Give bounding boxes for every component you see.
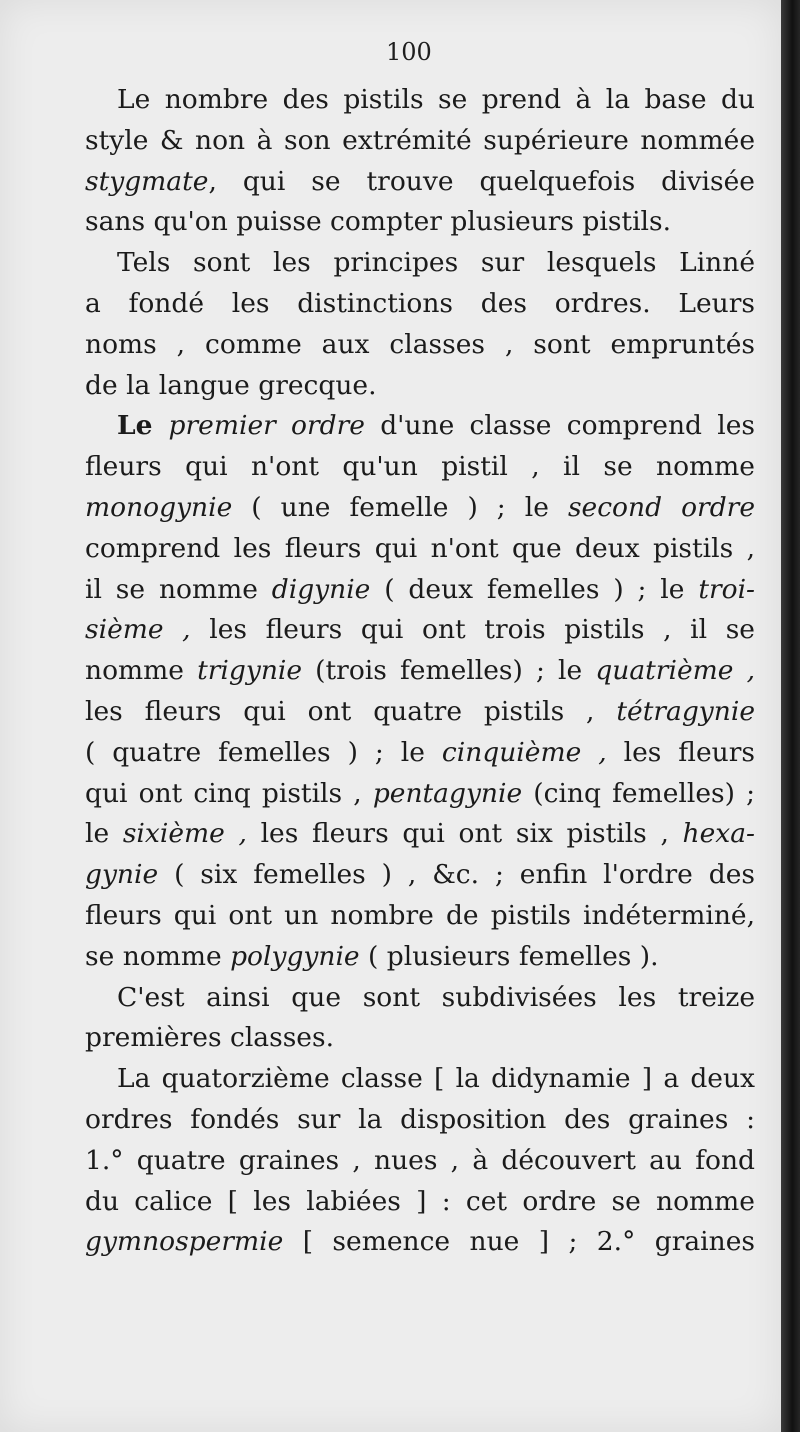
italic-term: sième ,	[85, 614, 191, 646]
text-line	[85, 774, 755, 815]
italic-term: premier ordre	[168, 410, 365, 442]
text-line	[85, 570, 755, 611]
italic-term: trigynie	[197, 655, 303, 687]
text-line	[85, 366, 755, 407]
text-run: a fondé les distinctions des ordres. Leurs	[85, 287, 755, 319]
italic-term: gynie	[85, 859, 159, 891]
text-line	[85, 162, 755, 203]
text-line	[85, 651, 755, 692]
italic-term: stygmate	[85, 165, 209, 197]
italic-term: troi-	[698, 573, 756, 605]
page-number: 100	[386, 38, 432, 66]
text-line	[85, 1222, 755, 1263]
text-run: , qui se trouve quelquefois divisée	[208, 165, 755, 197]
text-line	[85, 243, 755, 284]
text-run: Le	[117, 410, 169, 442]
italic-term: gymnospermie	[85, 1226, 284, 1258]
text-line	[85, 1182, 755, 1223]
text-run: ( plusieurs femelles ).	[359, 940, 659, 972]
text-line	[85, 406, 755, 447]
italic-term: second ordre	[567, 491, 756, 523]
text-run: ( quatre femelles ) ; le	[85, 736, 442, 768]
text-run: ( une femelle ) ; le	[232, 491, 568, 523]
paragraph	[85, 80, 755, 243]
text-run: [ semence nue ] ; 2.° graines	[283, 1226, 755, 1258]
text-line	[85, 121, 755, 162]
text-line	[85, 1018, 755, 1059]
text-line	[85, 814, 755, 855]
paragraph	[85, 243, 755, 406]
text-run: du calice [ les labiées ] : cet ordre se nomme	[85, 1185, 755, 1217]
italic-term: quatrième ,	[595, 655, 755, 687]
text-line	[85, 978, 755, 1019]
text-run: comprend les fleurs qui n'ont que deux pistils ,	[85, 532, 755, 564]
text-run: qui ont cinq pistils ,	[85, 777, 373, 809]
text-run: le	[85, 818, 123, 850]
text-line	[85, 529, 755, 570]
italic-term: monogynie	[85, 491, 233, 523]
text-run: ordres fondés sur la disposition des graines :	[85, 1103, 755, 1135]
text-run: nomme	[85, 655, 198, 687]
text-run: La quatorzième classe [ la didynamie ] a deux	[117, 1063, 755, 1095]
text-run: (trois femelles) ; le	[302, 655, 596, 687]
text-run: premières classes.	[85, 1022, 334, 1054]
paragraph	[85, 406, 755, 977]
italic-term: sixième ,	[122, 818, 247, 850]
text-run: les fleurs	[606, 736, 756, 768]
text-line	[85, 1059, 755, 1100]
text-line	[85, 447, 755, 488]
text-run: (cinq femelles) ;	[522, 777, 755, 809]
paragraph	[85, 978, 755, 1060]
text-line	[85, 80, 755, 121]
text-line	[85, 855, 755, 896]
text-run: Tels sont les principes sur lesquels Linné	[117, 247, 755, 279]
text-run: Le nombre des pistils se prend à la base du	[117, 84, 755, 115]
body-text	[85, 80, 755, 1263]
text-run: se nomme	[85, 940, 231, 972]
text-run: 1.° quatre graines , nues , à découvert au fond	[85, 1144, 755, 1176]
text-line	[85, 733, 755, 774]
text-line	[85, 937, 755, 978]
text-run: d'une classe comprend les	[364, 410, 755, 442]
paragraph	[85, 1059, 755, 1263]
text-run: ( deux femelles ) ; le	[370, 573, 699, 605]
text-run: noms , comme aux classes , sont empruntés	[85, 328, 755, 360]
text-line	[85, 610, 755, 651]
text-line	[85, 896, 755, 937]
text-line	[85, 1141, 755, 1182]
text-line	[85, 488, 755, 529]
italic-term: digynie	[271, 573, 371, 605]
text-line	[85, 692, 755, 733]
italic-term: polygynie	[230, 940, 360, 972]
text-run: C'est ainsi que sont subdivisées les treize	[117, 981, 755, 1013]
text-run: il se nomme	[85, 573, 272, 605]
italic-term: pentagynie	[372, 777, 523, 809]
text-run: les fleurs qui ont trois pistils , il se	[190, 614, 755, 646]
italic-term: cinquième ,	[441, 736, 607, 768]
text-line	[85, 202, 755, 243]
text-run: de la langue grecque.	[85, 369, 377, 401]
text-run: les fleurs qui ont quatre pistils ,	[85, 695, 617, 727]
italic-term: tétragynie	[616, 695, 755, 727]
text-line	[85, 325, 755, 366]
text-run: sans qu'on puisse compter plusieurs pistils.	[85, 206, 672, 238]
book-spine-shadow	[781, 0, 800, 1432]
text-run: les fleurs qui ont six pistils ,	[246, 818, 683, 850]
text-run: style & non à son extrémité supérieure nommée	[85, 124, 755, 156]
text-run: fleurs qui ont un nombre de pistils indéterminé,	[85, 899, 755, 931]
text-run: fleurs qui n'ont qu'un pistil , il se nomme	[85, 451, 755, 483]
text-line	[85, 284, 755, 325]
text-run: ( six femelles ) , &c. ; enfin l'ordre des	[158, 859, 755, 891]
italic-term: hexa-	[682, 818, 755, 850]
text-line	[85, 1100, 755, 1141]
